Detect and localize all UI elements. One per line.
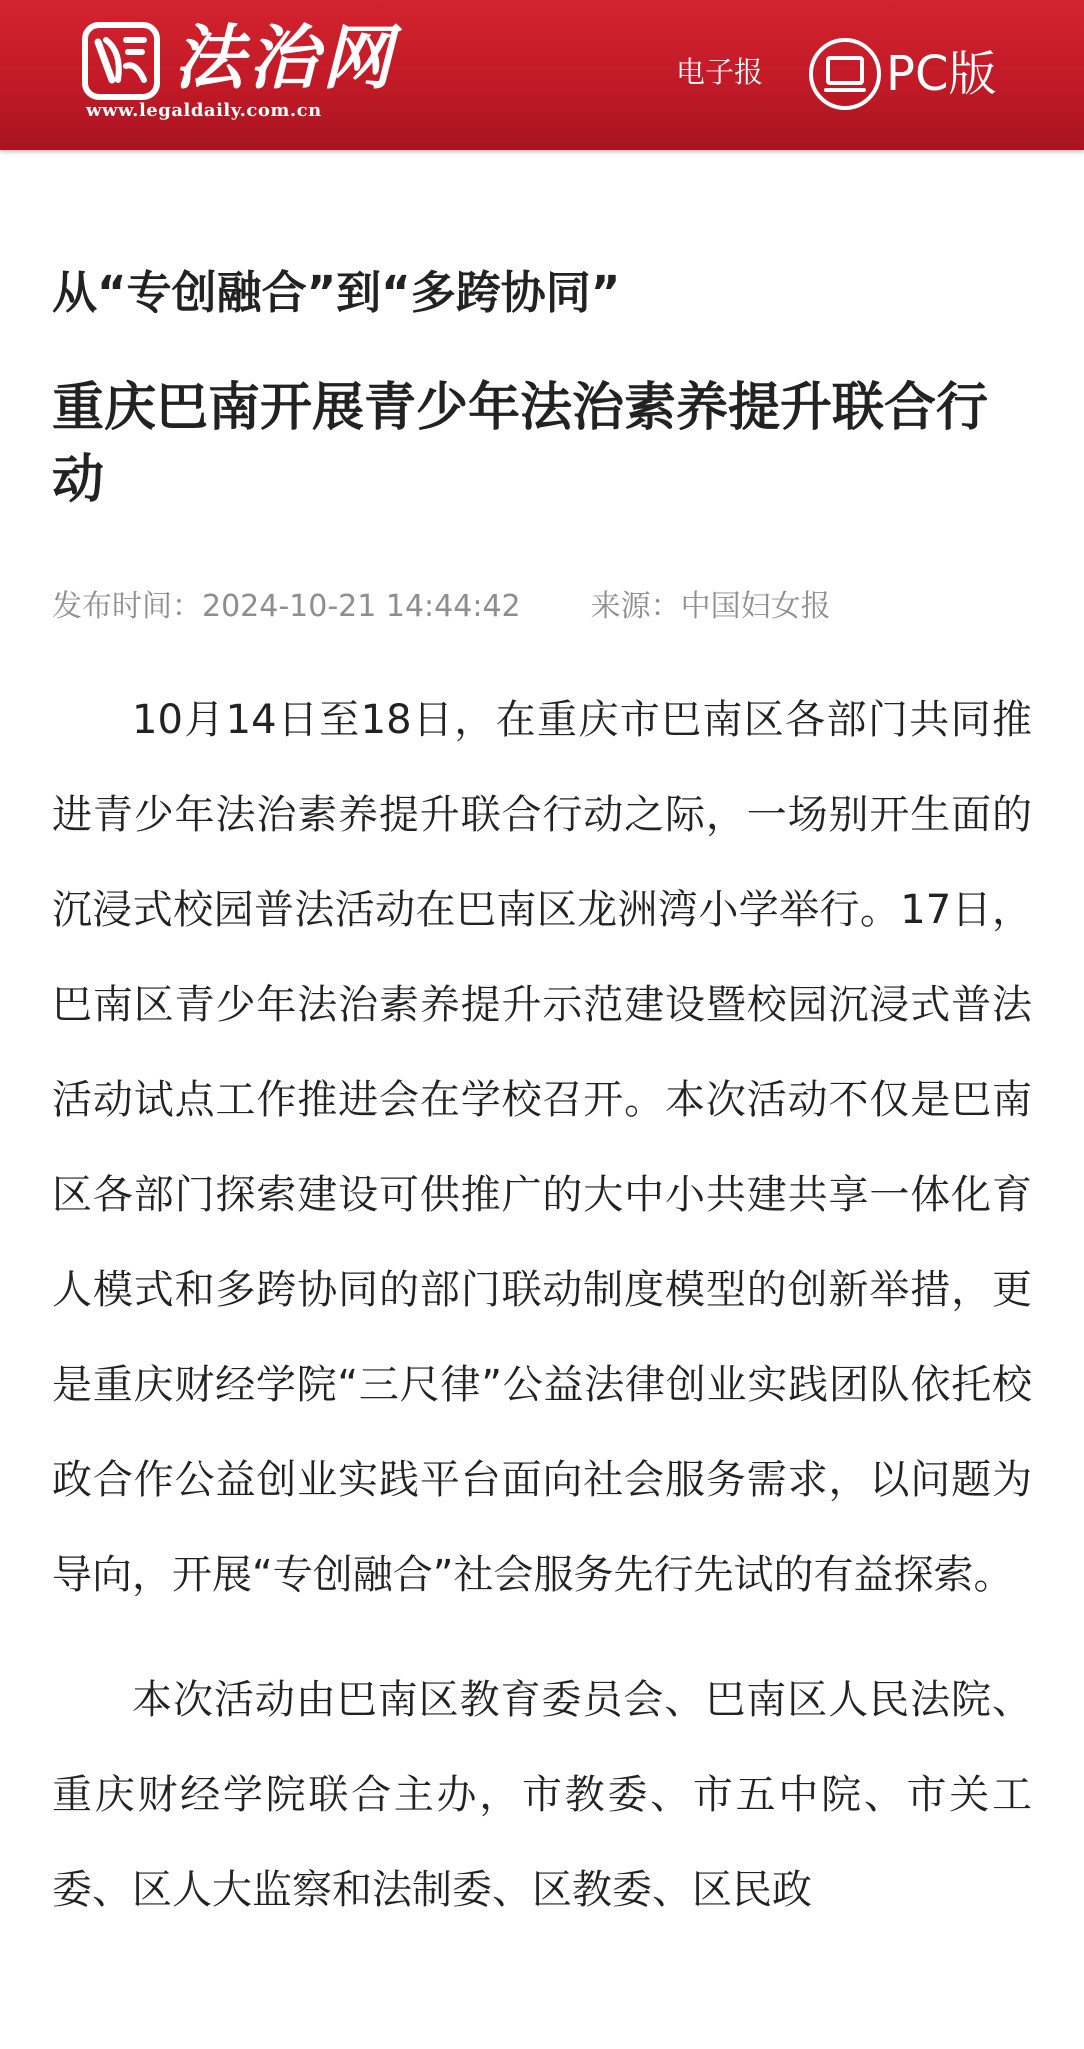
pc-version-button[interactable]	[808, 34, 996, 114]
monitor-icon	[808, 37, 882, 111]
pc-version-label: PC版	[886, 46, 997, 102]
article-meta	[52, 585, 1032, 629]
article	[52, 150, 1032, 1968]
article-paragraph: 10月14日至18日，在重庆市巴南区各部门共同推进青少年法治素养提升联合行动之际，一场别开生面的沉浸式校园普法活动在巴南区龙洲湾小学举行。17日，巴南区青少年法治素养提升示范建设暨校园沉浸式普法活动试点工作推进会在学校召开。本次活动不仅是巴南区各部门探索建设可供推广的大中小共建共享一体化育人模式和多跨协同的部门联动制度模型的创新举措，更是重庆财经学院“三尺律”公益法律创业实践团队依托校政合作公益创业实践平台面向社会服务需求，以问题为导向，开展“专创融合”社会服务先行先试的有益探索。	[52, 697, 1032, 1598]
logo-wordmark: 法治网	[174, 16, 396, 99]
article-paragraph: 本次活动由巴南区教育委员会、巴南区人民法院、重庆财经学院联合主办，市教委、市五中院、市关工委、区人大监察和法制委、区教委、区民政	[52, 1677, 1032, 1913]
article-body	[52, 673, 1032, 1938]
site-logo[interactable]	[82, 16, 396, 126]
publish-time: 发布时间：2024-10-21 14:44:42	[52, 589, 521, 624]
logo-url: www.legaldaily.com.cn	[86, 100, 322, 121]
logo-emblem-icon	[82, 22, 160, 100]
article-headline: 重庆巴南开展青少年法治素养提升联合行动	[52, 378, 989, 510]
article-source: 来源：中国妇女报	[590, 589, 831, 624]
epaper-link[interactable]: 电子报	[676, 55, 764, 89]
article-kicker: 从“专创融合”到“多跨协同”	[52, 266, 621, 319]
site-header	[0, 0, 1084, 150]
